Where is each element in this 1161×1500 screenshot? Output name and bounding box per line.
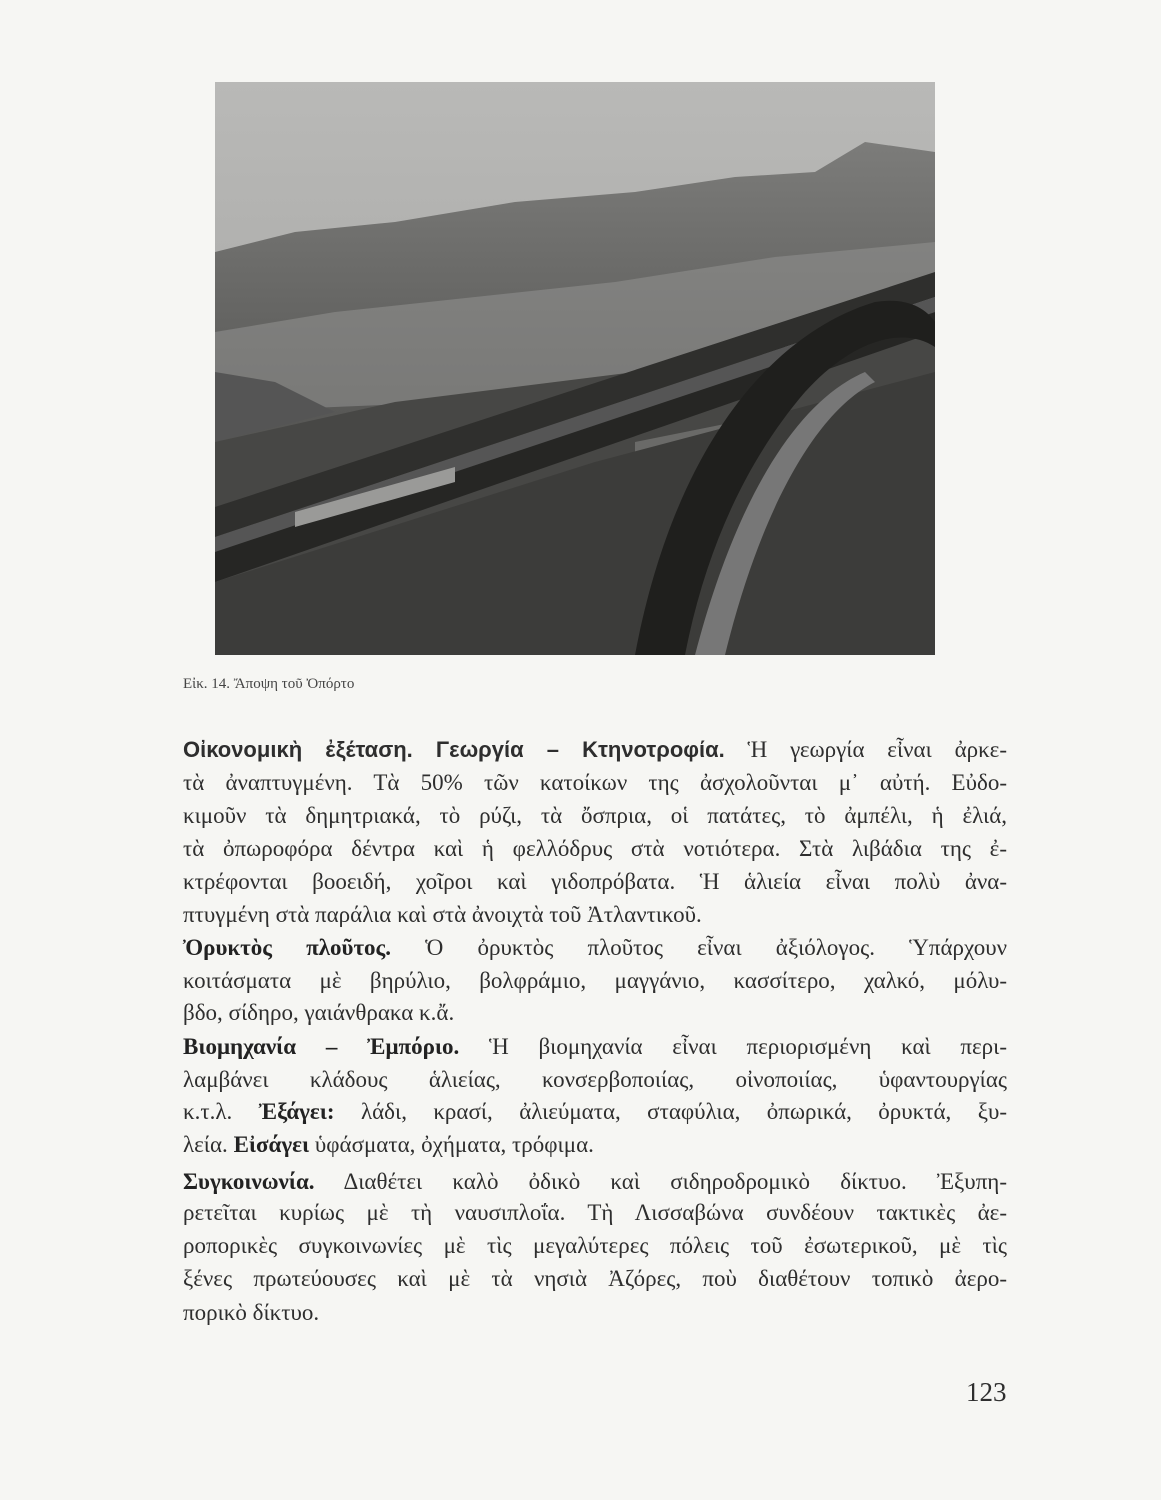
text-line xyxy=(183,934,1007,962)
text-line: τὰ ὀπωροφόρα δέντρα καὶ ἡ φελλόδρυς στὰ νοτιότερα. Στὰ λιβάδια της ἐ- xyxy=(183,836,1007,861)
text-line: πορικὸ δίκτυο. xyxy=(183,1300,320,1325)
text-line: κιμοῦν τὰ δημητριακά, τὸ ρύζι, τὰ ὄσπρια, οἱ πατάτες, τὸ ἀμπέλι, ἡ ἐλιά, xyxy=(183,803,1007,828)
text-line xyxy=(183,1131,1007,1159)
text-line xyxy=(183,1168,1007,1196)
text-line: ρετεῖται κυρίως μὲ τὴ ναυσιπλοΐα. Τὴ Λισσαβώνα συνδέουν τακτικὲς ἀε- xyxy=(183,1200,1007,1225)
text: Ἡ βιομηχανία εἶναι περιορισμένη καὶ περι- xyxy=(459,1034,1008,1059)
section-heading: Βιομηχανία – Ἐμπόριο. xyxy=(183,1034,460,1059)
text-line: λαμβάνει κλάδους ἁλιείας, κονσερβοποιίας, οἰνοποιίας, ὑφαντουργίας xyxy=(183,1067,1007,1092)
imports-label: Εἰσάγει xyxy=(233,1132,310,1157)
section-heading: Οἰκονομικὴ ἐξέταση. Γεωργία – Κτηνοτροφία. xyxy=(183,737,725,762)
text: Ὁ ὀρυκτὸς πλοῦτος εἶναι ἀξιόλογος. Ὑπάρχουν xyxy=(391,935,1007,960)
section-heading: Ὀρυκτὸς πλοῦτος. xyxy=(183,935,392,960)
text-line xyxy=(183,736,1007,764)
text-line: τὰ ἀναπτυγμένη. Τὰ 50% τῶν κατοίκων της ἀσχολοῦνται μ᾽ αὐτή. Εὐδο- xyxy=(183,770,1007,795)
page-number: 123 xyxy=(966,1377,1007,1407)
text: λάδι, κρασί, ἀλιεύματα, σταφύλια, ὀπωρικά, ὀρυκτά, ξυ- xyxy=(334,1099,1007,1124)
text-line: πτυγμένη στὰ παράλια καὶ στὰ ἀνοιχτὰ τοῦ Ἀτλαντικοῦ. xyxy=(183,902,702,927)
text-line: ξένες πρωτεύουσες καὶ μὲ τὰ νησιὰ Ἀζόρες, ποὺ διαθέτουν τοπικὸ ἀερο- xyxy=(183,1266,1007,1291)
text-line: βδο, σίδηρο, γαιάνθρακα κ.ἄ. xyxy=(183,1000,455,1025)
text: Διαθέτει καλὸ ὀδικὸ καὶ σιδηροδρομικὸ δίκτυο. Ἐξυπη- xyxy=(314,1169,1007,1194)
text: κ.τ.λ. xyxy=(183,1099,259,1124)
section-heading: Συγκοινωνία. xyxy=(183,1169,315,1194)
figure-caption: Εἰκ. 14. Ἄποψη τοῦ Ὀπόρτο xyxy=(183,676,355,692)
text-line: κοιτάσματα μὲ βηρύλιο, βολφράμιο, μαγγάνιο, κασσίτερο, χαλκό, μόλυ- xyxy=(183,968,1007,993)
exports-label: Ἐξάγει: xyxy=(258,1099,335,1124)
text: ὑφάσματα, ὀχήματα, τρόφιμα. xyxy=(309,1132,594,1157)
photo-porto-view xyxy=(215,82,935,655)
text-line: ροπορικὲς συγκοινωνίες μὲ τὶς μεγαλύτερες πόλεις τοῦ ἐσωτερικοῦ, μὲ τὶς xyxy=(183,1233,1007,1258)
text-line xyxy=(183,1033,1007,1061)
text-line xyxy=(183,1098,1007,1126)
text: Ἡ γεωργία εἶναι ἀρκε- xyxy=(724,737,1007,762)
text-line: κτρέφονται βοοειδή, χοῖροι καὶ γιδοπρόβατα. Ἡ ἁλιεία εἶναι πολὺ ἀνα- xyxy=(183,869,1007,894)
text: λεία. xyxy=(183,1132,234,1157)
